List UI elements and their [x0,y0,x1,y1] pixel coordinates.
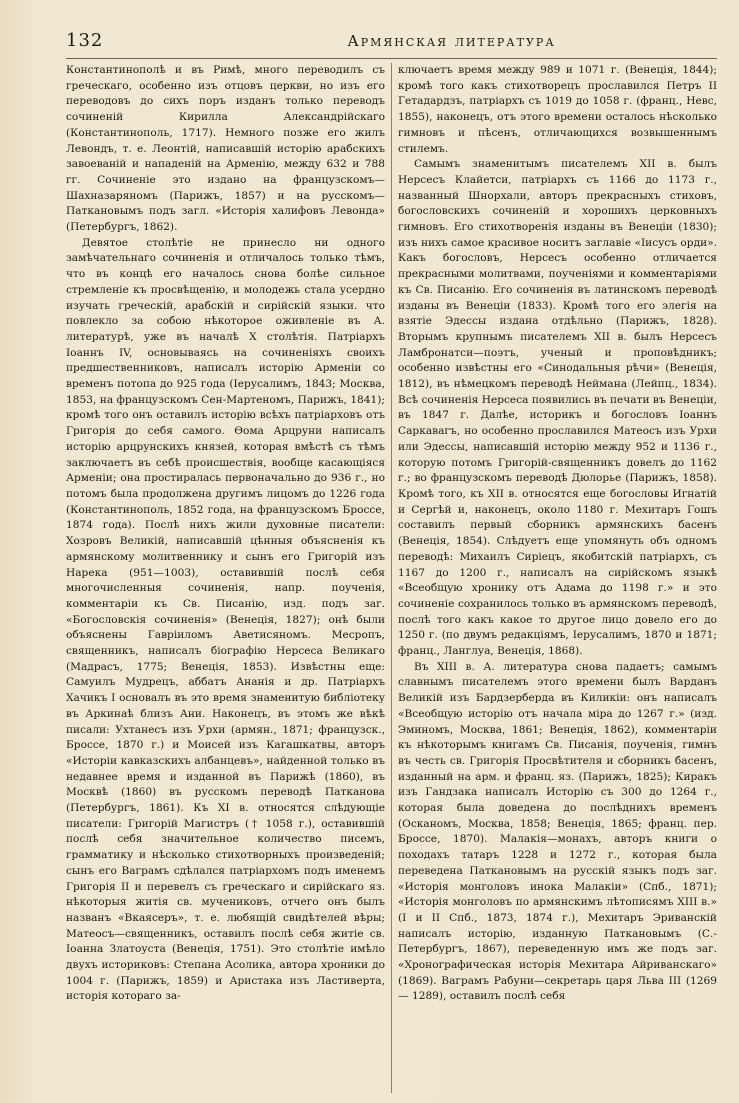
right-column [392,63,717,1093]
paragraph: Самымъ знаменитымъ писателемъ XII в. былъ Нерсесъ Клайетси, патріархъ съ 1166 до 1173 г., названный Шнорхали, авторъ прекрасныхъ стиховъ, богословскихъ сочиненій и хорошихъ церковныхъ гимновъ. Его стихотворенія изданы въ Венеціи (1830); изъ нихъ самое красивое носитъ заглавіе «Іисусъ орди». Какъ богословъ, Нерсесъ особенно отличается прекрасными молитвами, поученіями и комментаріями къ Св. Писанію. Его сочиненія въ латинскомъ переводѣ изданы въ Венеціи (1833). Кромѣ того его элегія на взятіе Эдессы издана отдѣльно (Парижъ, 1828). Вторымъ крупнымъ писателемъ XII в. былъ Нерсесъ Ламбронатси—поэтъ, ученый и проповѣдникъ; особенно извѣстны его «Синодальныя рѣчи» (Венеція, 1812), въ нѣмецкомъ переводѣ Неймана (Лейпц., 1834). Всѣ сочиненія Нерсеса появились въ печати въ Венеціи, въ 1847 г. Далѣе, историкъ и богословъ Іоаннъ Саркавагъ, но особенно прославился Матеосъ изъ Урхи или Эдессы, написавшій исторію между 952 и 1136 г., которую потомъ Григорій-священникъ довелъ до 1162 г.; во французскомъ переводѣ Дюлорье (Парижъ, 1858). Кромѣ того, къ XII в. относятся еще богословы Игнатій и Сергѣй и, наконецъ, около 1180 г. Мехитаръ Гошъ составилъ первый сборникъ армянскихъ басенъ (Венеція, 1854). Слѣдуетъ еще упомянуть объ одномъ переводѣ: Михаилъ Сиріецъ, якобитскій патріархъ, съ 1167 до 1200 г., написалъ на сирійскомъ языкѣ «Всеобщую хронику отъ Адама до 1198 г.» и это сочиненіе сохранилось только въ армянскомъ переводѣ, послѣ того какъ какое то другое лицо довело его до 1250 г. (по двумъ редакціямъ, Іерусалимъ, 1870 и 1871; франц., Ланглуа, Венеція, 1868). [398,158,717,658]
paragraph: Константинополѣ и въ Римѣ, много переводилъ съ греческаго, особенно изъ отцовъ церкви, но изъ его переводовъ до сихъ поръ изданъ только переводъ сочиненій Кирилла Александрійскаго (Константинополь, 1717). Немного позже его жилъ Левондъ, т. е. Леонтій, написавшій исторію арабскихъ завоеваній и нападеній на Арменію, между 632 и 788 гг. Сочиненіе это издано на французскомъ—Шахназаряномъ (Парижъ, 1857) и на русскомъ—Паткановымъ подъ загл. «Исторія халифовъ Левонда» (Петербургъ, 1862). [66,64,385,234]
paragraph: Девятое столѣтіе не принесло ни одного замѣчательнаго сочиненія и отличалось только тѣмъ, что въ концѣ его началось снова болѣе сильное стремленіе къ просвѣщенію, и молодежь стала усердно изучать греческій, арабскій и сирійскій языки. что повлекло за собою нѣкоторое оживленіе въ А. литературѣ, уже въ началѣ X столѣтія. Патріархъ Іоаннъ IV, основываясь на сочиненіяхъ своихъ предшественниковъ, написалъ исторію Арменіи со временъ потопа до 925 года (Іерусалимъ, 1843; Москва, 1853, на французскомъ Сен-Мартеномъ, Парижъ, 1841); кромѣ того онъ оставилъ исторію всѣхъ патріарховъ отъ Григорія до себя самого. Өома Арцруни написалъ исторію арцрунскихъ князей, которая вмѣстѣ съ тѣмъ заключаетъ въ себѣ происшествія, вообще касающіяся Арменіи; она простиралась первоначально до 936 г., но потомъ была продолжена другимъ лицомъ до 1226 года (Константинополь, 1852 года, на французскомъ Броссе, 1874 года). Послѣ нихъ жили духовные писатели: Хозровъ Великій, написавшій цѣнныя объясненія къ армянскому молитвеннику и сынъ его Григорій изъ Нарека (951—1003), оставившій послѣ себя многочисленныя сочиненія, напр. поученія, комментаріи къ Св. Писанію, изд. подъ заг. «Богословскія сочиненія» (Венеція, 1827); онѣ были объяснены Гавріиломъ Аветисяномъ. Месропъ, священникъ, написалъ біографію Нерсеса Великаго (Мадрасъ, 1775; Венеція, 1853). Извѣстны еще: Самуилъ Мудрецъ, аббатъ Ананія и др. Патріархъ Хачикъ I основалъ въ это время знаменитую библіотеку въ Аркинаѣ близъ Ани. Наконецъ, въ этомъ же вѣкѣ писали: Ухтанесъ изъ Урхи (армян., 1871; французск., Броссе, 1870 г.) и Моисей изъ Кагашкатвы, авторъ «Исторіи кавказскихъ албанцевъ», найденной только въ недавнее время и изданной въ Парижѣ (1860), въ Москвѣ (1860) въ русскомъ переводѣ Патканова (Петербургъ, 1861). Къ XI в. относятся слѣдующіе писатели: Григорій Магистръ († 1058 г.), оставившій послѣ себя значительное количество писемъ, грамматику и нѣсколько стихотворныхъ произведеній; сынъ его Ваграмъ сдѣлался патріархомъ подъ именемъ Григорія II и перевелъ съ греческаго и сирійскаго яз. нѣкоторыя житія св. мучениковъ, отчего онъ былъ названъ «Вкаясеръ», т. е. любящій свидѣтелей вѣры; Матеосъ—священникъ, оставилъ послѣ себя житіе св. Іоанна Златоуста (Венеція, 1751). Это столѣтіе имѣло двухъ историковъ: Степана Асолика, автора хроники до 1004 г. (Парижъ, 1859) и Аристака изъ Ластиверта, исторія котораго за- [66,236,385,1003]
paragraph: ключаетъ время между 989 и 1071 г. (Венеція, 1844); кромѣ того какъ стихотворецъ прославился Петръ II Гетадардзъ, патріархъ съ 1019 до 1058 г. (франц., Невс, 1855), наконецъ, отъ этого времени осталось нѣсколько гимновъ и пѣсенъ, отличающихся возвышеннымъ стилемъ. [398,64,717,155]
paragraph: Въ XIII в. А. литература снова падаетъ; самымъ славнымъ писателемъ этого времени былъ Варданъ Великій изъ Бардзерберда въ Киликіи: онъ написалъ «Всеобщую исторію отъ начала міра до 1267 г.» (изд. Эминомъ, Москва, 1861; Венеція, 1862), комментаріи къ нѣкоторымъ книгамъ Св. Писанія, поученія, гимнъ въ честь св. Григорія Просвѣтителя и сборникъ басенъ, изданный на арм. и франц. яз. (Парижъ, 1825); Киракъ изъ Гандзака написалъ Исторію съ 300 до 1264 г., которая была доведена до послѣднихъ временъ (Осканомъ, Москва, 1858; Венеція, 1865; франц. пер. Броссе, 1870). Малакія—монахъ, авторъ книги о походахъ татаръ 1228 и 1272 г., которая была переведена Паткановымъ на русскій языкъ подъ заг. «Исторія монголовъ инока Малакіи» (Спб., 1871); «Исторія монголовъ по армянскимъ лѣтописямъ XIII в.» (I и II Спб., 1873, 1874 г.), Мехитаръ Эриванскій написалъ исторію, изданную Паткановымъ (С.-Петербургъ, 1867), переведенную имъ же подъ заг. «Хронографическая исторія Мехитара Айриванскаго» (1869). Ваграмъ Рабуни—секретарь царя Льва III (1269 — 1289), оставилъ послѣ себя [398,660,717,1003]
running-title: Армянская литература [347,32,556,50]
page-number: 132 [66,30,104,51]
left-column [66,63,392,1093]
text-columns [66,63,717,1093]
running-head [66,28,717,59]
